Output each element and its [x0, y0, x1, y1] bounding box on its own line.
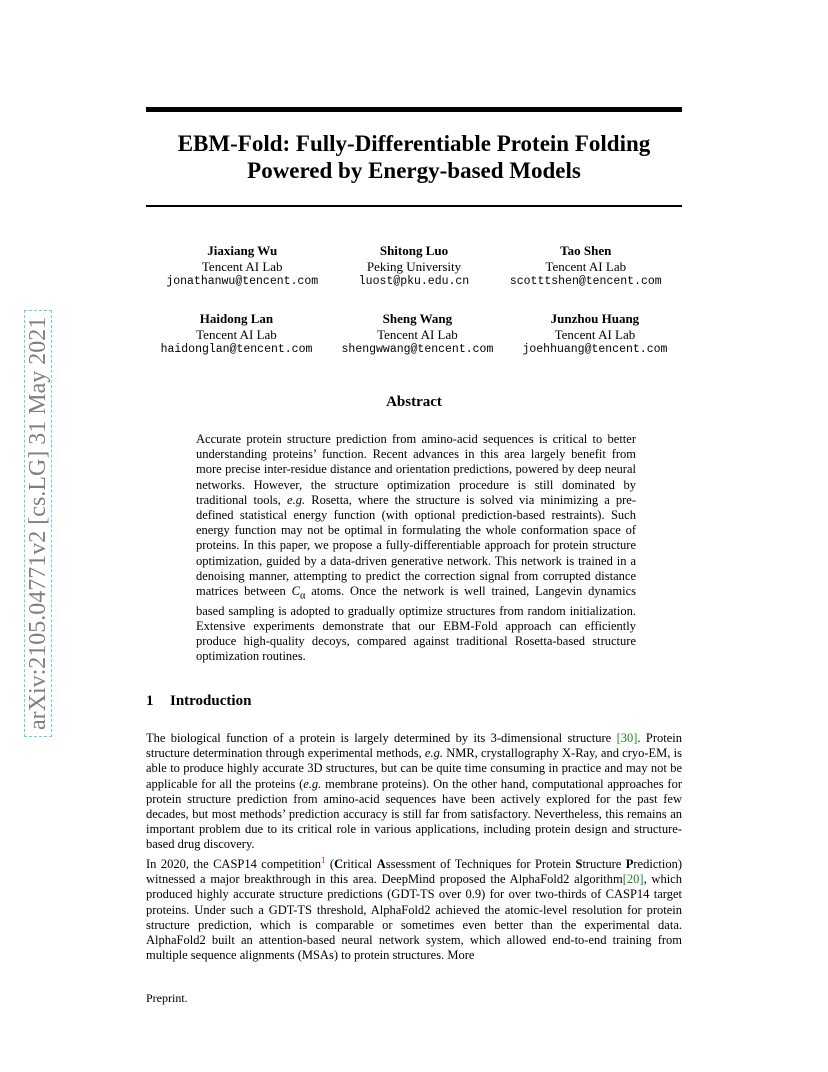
text-run: , which produced highly accurate structure predictions (GDT-TS over 0.9) for over two-thirds of CASP14 target proteins. Under such a GDT-TS threshold, AlphaFold2 achieved the atomic-level resolution for protein structure prediction, which is comparable or sometimes even better than the experimental data. AlphaFold2 built an attention-based neural network system, which allowed end-to-end training from multiple sequence alignments (MSAs) to protein structures. More	[146, 872, 682, 963]
c-alpha-symbol: C	[291, 584, 300, 599]
arxiv-identifier-text: arXiv:2105.04771v2 [cs.LG] 31 May 2021	[24, 310, 52, 737]
section-title: Introduction	[170, 693, 252, 709]
intro-paragraph-2	[146, 854, 682, 963]
author-affiliation: Tencent AI Lab	[554, 326, 636, 342]
author-email[interactable]: joehhuang@tencent.com	[522, 343, 668, 356]
title-line-1: EBM-Fold: Fully-Differentiable Protein Folding	[177, 131, 651, 156]
author-email[interactable]: haidonglan@tencent.com	[160, 343, 313, 356]
author-name: Junzhou Huang	[550, 311, 640, 326]
author-block	[359, 243, 469, 290]
abstract-part: atoms. Once the network is well trained, Langevin dynamics based sampling is adopted to gradually optimize structures from random initialization. Extensive experiments demonstrate that our EBM-Fold approach can efficiently produce high-quality decoys, compared against traditional Rosetta-based structure optimization routines.	[196, 584, 637, 664]
author-name: Shitong Luo	[379, 243, 449, 258]
author-affiliation: Tencent AI Lab	[377, 326, 458, 342]
text-run-bold: A	[376, 857, 386, 871]
text-run: membrane proteins). On the other hand, computational approaches for protein structure prediction from amino-acid sequences have been actively explored for the past few decades, but most methods’ prediction accuracy is still far from satisfactory. Nevertheless, this remains an important problem due to its critical role in various applications, including protein design and structure-based drug discovery.	[146, 776, 682, 852]
title-top-rule	[146, 107, 682, 112]
citation-link[interactable]: [20]	[622, 872, 644, 887]
author-block	[342, 311, 494, 358]
text-run: tructure	[582, 857, 626, 871]
abstract-text	[196, 432, 636, 665]
author-affiliation: Tencent AI Lab	[196, 326, 277, 342]
preprint-footer: Preprint.	[146, 991, 188, 1005]
text-run-italic: e.g.	[303, 776, 322, 791]
text-run: . Protein structure determination through experimental methods,	[146, 731, 683, 761]
author-affiliation: Tencent AI Lab	[545, 258, 627, 274]
author-affiliation: Peking University	[366, 258, 462, 274]
text-run: rediction) witnessed a major breakthrough in this area. DeepMind proposed the AlphaFold2 algorithm	[146, 857, 682, 887]
title-bottom-rule	[146, 205, 682, 207]
intro-paragraph-1	[146, 731, 682, 853]
text-run: (	[325, 857, 335, 871]
abstract-heading: Abstract	[386, 394, 442, 410]
author-row-1	[146, 243, 682, 290]
section-heading-introduction	[146, 693, 251, 710]
title-line-2: Powered by Energy-based Models	[247, 158, 581, 183]
paper-title	[146, 130, 682, 184]
author-email[interactable]: scotttshen@tencent.com	[509, 275, 662, 288]
c-alpha-subscript: α	[299, 590, 306, 602]
footnote-link[interactable]: 1	[321, 854, 326, 865]
author-affiliation: Tencent AI Lab	[201, 258, 283, 274]
text-run: The biological function of a protein is largely determined by its 3-dimensional structure	[146, 731, 617, 745]
author-block	[161, 311, 313, 358]
text-run-italic: e.g.	[424, 746, 443, 761]
abstract-part: Rosetta, where the structure is solved via minimizing a pre-defined statistical energy function (with optional prediction-based restraints). Such energy function may not be optimal in formulating the whole conformation space of proteins. In this paper, we propose a fully-differentiable approach for protein structure optimization, guided by a data-driven generative network. This network is trained in a denoising manner, attempting to predict the correction signal from corrupted distance matrices between	[196, 492, 636, 599]
text-run-bold: C	[334, 857, 344, 871]
author-name: Haidong Lan	[199, 311, 274, 326]
text-run-bold: S	[575, 857, 583, 871]
author-name: Tao Shen	[560, 243, 612, 258]
text-run: ritical	[343, 857, 377, 871]
abstract-part: Accurate protein structure prediction from amino-acid sequences is critical to better understanding proteins’ function. Recent advances in this area largely benefit from more precise inter-residue distance and orientation predictions, powered by deep neural networks. However, the structure optimization procedure is still dominated by traditional tools,	[196, 432, 636, 507]
text-run-bold: P	[625, 857, 634, 871]
abstract-eg: e.g.	[287, 492, 306, 507]
author-block	[166, 243, 318, 290]
author-name: Sheng Wang	[382, 311, 453, 326]
author-row-2	[146, 311, 682, 358]
author-email[interactable]: luost@pku.edu.cn	[358, 275, 470, 288]
author-email[interactable]: shengwwang@tencent.com	[341, 343, 494, 356]
citation-link[interactable]: [30]	[616, 731, 638, 745]
text-run: ssessment of Techniques for Protein	[385, 857, 576, 871]
author-block	[522, 311, 667, 358]
text-run: In 2020, the CASP14 competition	[146, 857, 321, 871]
author-email[interactable]: jonathanwu@tencent.com	[166, 275, 319, 288]
author-block	[510, 243, 662, 290]
text-run: NMR, crystallography X-Ray, and cryo-EM, is able to produce highly accurate 3D structures, but can be quite time consuming in practice and may not be applicable for all the proteins (	[146, 746, 682, 791]
author-name: Jiaxiang Wu	[207, 243, 278, 258]
arxiv-identifier-stamp	[23, 237, 53, 737]
section-number: 1	[146, 693, 154, 709]
